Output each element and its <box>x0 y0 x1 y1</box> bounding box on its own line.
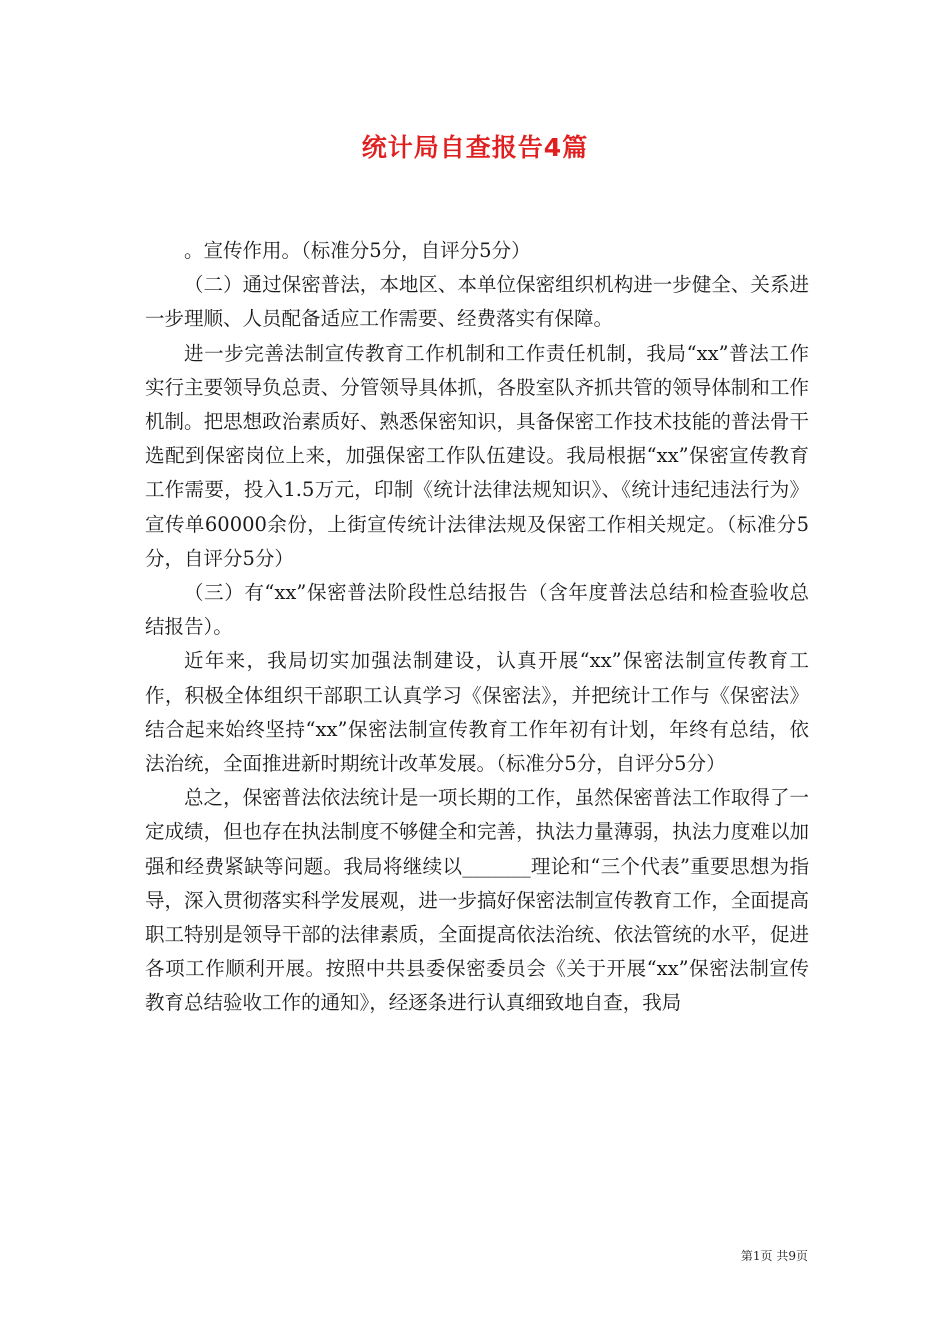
paragraph: （三）有“xx”保密普法阶段性总结报告（含年度普法总结和检查验收总结报告）。 <box>145 581 809 639</box>
paragraph: 近年来，我局切实加强法制建设，认真开展“xx”保密法制宣传教育工作，积极全体组织干部职工认真学习《保密法》，并把统计工作与《保密法》结合起来始终坚持“xx”保密法制宣传教育工作年初有计划，年终有总结，依法治统，全面推进新时期统计改革发展。（标准分5分，自评分5分） <box>145 649 809 776</box>
paragraph: 总之，保密普法依法统计是一项长期的工作，虽然保密普法工作取得了一定成绩，但也存在执法制度不够健全和完善，执法力量薄弱，执法力度难以加强和经费紧缺等问题。我局将继续以_______理论和“三个代表”重要思想为指导，深入贯彻落实科学发展观，进一步搞好保密法制宣传教育工作，全面提高职工特别是领导干部的法律素质，全面提高依法治统、依法管统的水平，促进各项工作顺利开展。按照中共县委保密委员会《关于开展“xx”保密法制宣传教育总结验收工作的通知》，经逐条进行认真细致地自查，我局 <box>145 786 809 1015</box>
page-number: 第1页 共9页 <box>740 1249 808 1263</box>
paragraph: 进一步完善法制宣传教育工作机制和工作责任机制，我局“xx”普法工作实行主要领导负总责、分管领导具体抓，各股室队齐抓共管的领导体制和工作机制。把思想政治素质好、熟悉保密知识，具备保密工作技术技能的普法骨干选配到保密岗位上来，加强保密工作队伍建设。我局根据“xx”保密宣传教育工作需要，投入1.5万元，印制《统计法律法规知识》、《统计违纪违法行为》宣传单60000余份，上街宣传统计法律法规及保密工作相关规定。（标准分5分，自评分5分） <box>145 341 809 570</box>
paragraph: 。宣传作用。（标准分5分，自评分5分） <box>184 239 531 262</box>
paragraph: （二）通过保密普法，本地区、本单位保密组织机构进一步健全、关系进一步理顺、人员配备适应工作需要、经费落实有保障。 <box>145 273 809 331</box>
document-title: 统计局自查报告4篇 <box>361 133 589 162</box>
document-body <box>145 234 809 1021</box>
